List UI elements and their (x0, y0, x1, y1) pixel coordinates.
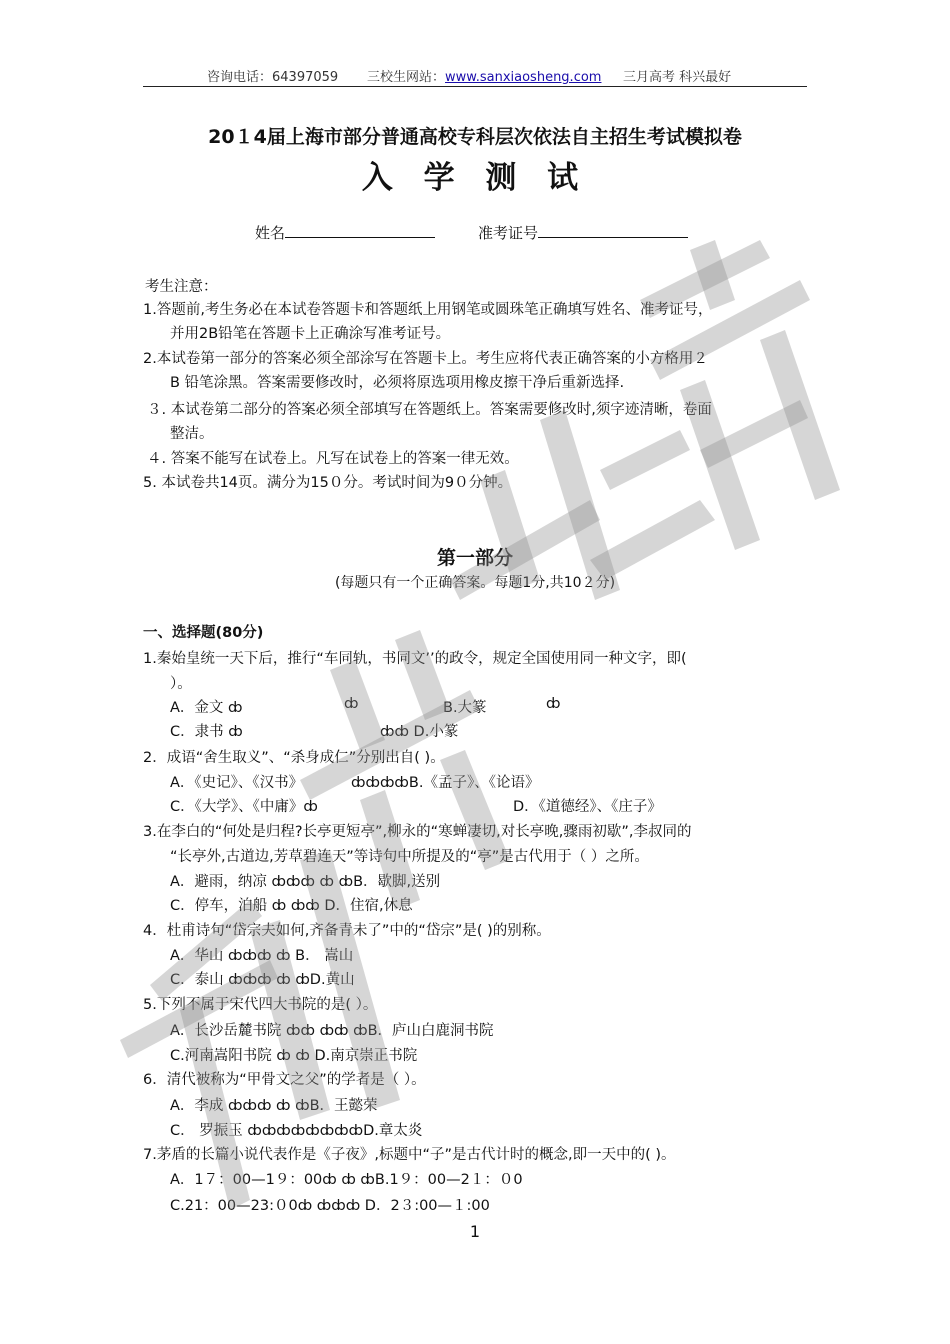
header-phone: 咨询电话：64397059 (207, 70, 339, 85)
id-blank (538, 223, 688, 238)
notice-line: ３. 本试卷第二部分的答案必须全部填写在答题纸上。答案需要修改时,须字迹清晰，卷面 (147, 402, 712, 418)
notice-line: 并用2B铅笔在答题卡上正确涂写准考证号。 (170, 326, 451, 342)
notice-line: 1.答题前,考生务必在本试卷答题卡和答题纸上用钢笔或圆珠笔正确填写姓名、准考证号， (143, 302, 713, 318)
header-site-link[interactable]: www.sanxiaosheng.com (445, 70, 602, 85)
name-blank (285, 223, 435, 238)
question-line: 6．清代被称为“甲骨文之父”的学者是（ ）。 (143, 1072, 426, 1088)
header-slogan: 三月高考 科兴最好 (623, 70, 732, 85)
option-line: ȸ (546, 696, 561, 712)
option-line: A．华山 ȸȸȸ ȸ B． 嵩山 (170, 948, 354, 964)
option-line: ȸȸȸȸB.《孟子》、《论语》 (351, 775, 540, 791)
header-divider (143, 86, 807, 87)
option-line: ȸ (344, 696, 359, 712)
notice-line: B 铅笔涂黑。答案需要修改时，必须将原选项用橡皮擦干净后重新选择. (170, 375, 625, 391)
question-line: 3.在李白的“何处是归程?长亭更短亭”,柳永的“寒蝉凄切,对长亭晚,骤雨初歇”,李叔同的 (143, 824, 692, 840)
question-line: 1.秦始皇统一天下后，推行“车同轨，书同文’’的政令，规定全国使用同一种文字，即( (143, 651, 687, 667)
name-field (255, 222, 435, 243)
option-line: C．《大学》、《中庸》ȸ (170, 799, 318, 815)
option-line: C.河南嵩阳书院 ȸ ȸ D.南京崇正书院 (170, 1048, 418, 1064)
id-field (478, 222, 688, 243)
option-line: A．李成 ȸȸȸ ȸ ȸB．王懿荣 (170, 1098, 378, 1114)
option-line: C.21：00—23:０0ȸ ȸȸȸ D．2３:00—１:00 (170, 1198, 490, 1214)
question-line: “长亭外,古道边,芳草碧连天”等诗句中所提及的“亭”是古代用于（ ）之所。 (170, 849, 649, 865)
page-number: 1 (469, 1222, 481, 1241)
option-line: A．《史记》、《汉书》 (170, 775, 304, 791)
option-line: A．1７：00—1９：00ȸ ȸ ȸB.1９：00—2１：０0 (170, 1172, 523, 1188)
question-line: 7.茅盾的长篇小说代表作是《子夜》,标题中“子”是古代计时的概念,即一天中的( )。 (143, 1147, 676, 1163)
notice-line: 5. 本试卷共14页。满分为15０分。考试时间为9０分钟。 (143, 475, 513, 491)
option-line: D．《道德经》、《庄子》 (513, 799, 662, 815)
option-line: A．避雨，纳凉 ȸȸȸ ȸ ȸB．歇脚,送别 (170, 874, 441, 890)
question-line: ）。 (170, 676, 192, 692)
option-line: B.大篆 (443, 700, 487, 716)
part1-subtitle: (每题只有一个正确答案。每题1分,共10２分) (334, 575, 616, 591)
question-line: 5.下列不属于宋代四大书院的是( ）。 (143, 997, 378, 1013)
exam-title: 20１4届上海市部分普通高校专科层次依法自主招生考试模拟卷 (208, 126, 742, 148)
question-line: 4．杜甫诗句“岱宗夫如何,齐备青未了”中的“岱宗”是( )的别称。 (143, 923, 551, 939)
option-line: A．长沙岳麓书院 ȸȸ ȸȸ ȸB．庐山白鹿洞书院 (170, 1023, 494, 1039)
part1-title: 第一部分 (436, 547, 513, 569)
section1-heading: 一、选择题(80分) (143, 625, 264, 641)
option-line: A．金文 ȸ (170, 700, 243, 716)
option-line: C．隶书 ȸ (170, 724, 243, 740)
notice-line: ４. 答案不能写在试卷上。凡写在试卷上的答案一律无效。 (147, 451, 519, 467)
notice-line: 2.本试卷第一部分的答案必须全部涂写在答题卡上。考生应将代表正确答案的小方格用２ (143, 351, 708, 367)
notice-heading: 考生注意： (145, 279, 218, 295)
option-line: ȸȸ D.小篆 (380, 724, 459, 740)
exam-subtitle: 入 学 测 试 (361, 160, 589, 196)
option-line: C．停车，泊船 ȸ ȸȸ D．住宿,休息 (170, 898, 413, 914)
notice-line: 整洁。 (170, 426, 214, 442)
option-line: C． 罗振玉 ȸȸȸȸȸȸȸȸD.章太炎 (170, 1123, 423, 1139)
header-site (367, 66, 601, 85)
header-site-label: 三校生网站： (367, 70, 446, 85)
id-label: 准考证号 (478, 224, 539, 242)
option-line: C．泰山 ȸȸȸ ȸ ȸD.黄山 (170, 972, 355, 988)
name-label: 姓名 (255, 224, 286, 242)
question-line: 2．成语“舍生取义”、“杀身成仁”分别出自( )。 (143, 750, 445, 766)
